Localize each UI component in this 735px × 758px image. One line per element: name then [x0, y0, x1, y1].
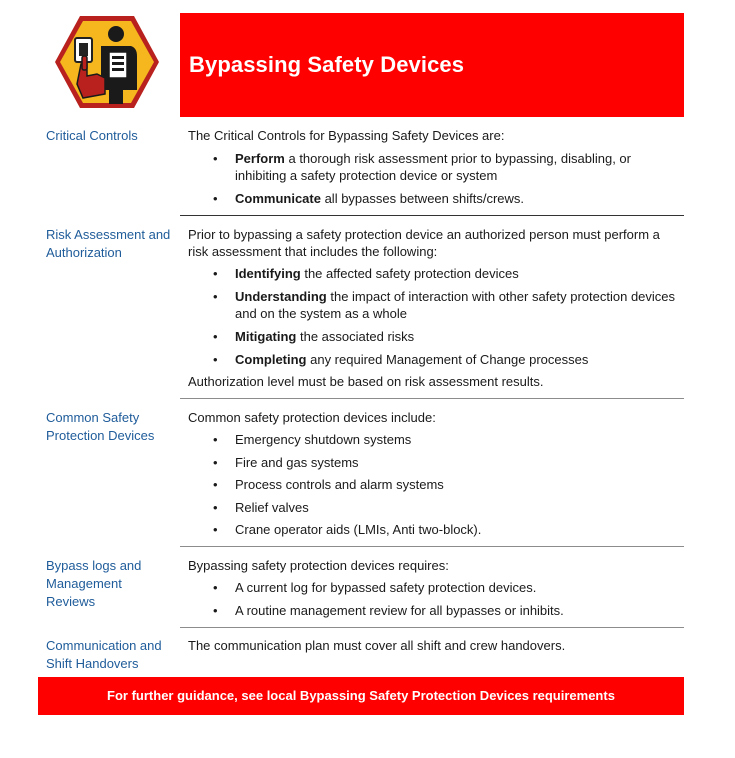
list-item: • Communicate all bypasses between shifts/crews. — [188, 190, 683, 207]
section-label: Critical Controls — [46, 128, 138, 143]
bullet-list — [188, 150, 683, 207]
bypass-safety-logo-icon — [53, 14, 161, 110]
list-item: • Emergency shutdown systems — [188, 431, 683, 448]
section-divider — [180, 215, 684, 216]
section-intro: Bypassing safety protection devices requires: — [188, 558, 449, 573]
section-intro: The Critical Controls for Bypassing Safety Devices are: — [188, 128, 505, 143]
footer-banner: For further guidance, see local Bypassing Safety Protection Devices requirements — [38, 677, 684, 715]
bullet-list — [188, 265, 683, 368]
list-item: • Perform a thorough risk assessment prior to bypassing, disabling, or inhibiting a safety protection device or system — [188, 150, 683, 184]
section-divider — [180, 398, 684, 399]
section-label: Communication and Shift Handovers — [46, 638, 162, 671]
list-item: • Understanding the impact of interaction with other safety protection devices and on the system as a whole — [188, 288, 683, 322]
section-divider — [180, 627, 684, 628]
section-divider — [180, 546, 684, 547]
section-intro: The communication plan must cover all shift and crew handovers. — [188, 638, 566, 653]
list-item: • Mitigating the associated risks — [188, 328, 683, 345]
section-body — [188, 637, 683, 654]
section-body — [188, 557, 683, 619]
section-intro: Common safety protection devices include: — [188, 410, 436, 425]
list-item: • A routine management review for all bypasses or inhibits. — [188, 602, 683, 619]
list-item: • Relief valves — [188, 499, 683, 516]
header-banner — [180, 13, 684, 117]
list-item: • Fire and gas systems — [188, 454, 683, 471]
section-body — [188, 127, 683, 207]
section-label: Risk Assessment and Authorization — [46, 227, 171, 260]
section-label: Common Safety Protection Devices — [46, 410, 155, 443]
page-title: Bypassing Safety Devices — [189, 52, 465, 77]
section-body — [188, 409, 683, 538]
section-body — [188, 226, 683, 390]
bullet-list — [188, 579, 683, 619]
bullet-list — [188, 431, 683, 538]
list-item: • Completing any required Management of Change processes — [188, 351, 683, 368]
section-intro: Prior to bypassing a safety protection device an authorized person must perform a risk assessment that includes the following: — [188, 227, 660, 259]
section-outro: Authorization level must be based on risk assessment results. — [188, 374, 544, 389]
list-item: • Identifying the affected safety protection devices — [188, 265, 683, 282]
list-item: • A current log for bypassed safety protection devices. — [188, 579, 683, 596]
list-item: • Crane operator aids (LMIs, Anti two-block). — [188, 521, 683, 538]
list-item: • Process controls and alarm systems — [188, 476, 683, 493]
section-label: Bypass logs and Management Reviews — [46, 558, 142, 609]
